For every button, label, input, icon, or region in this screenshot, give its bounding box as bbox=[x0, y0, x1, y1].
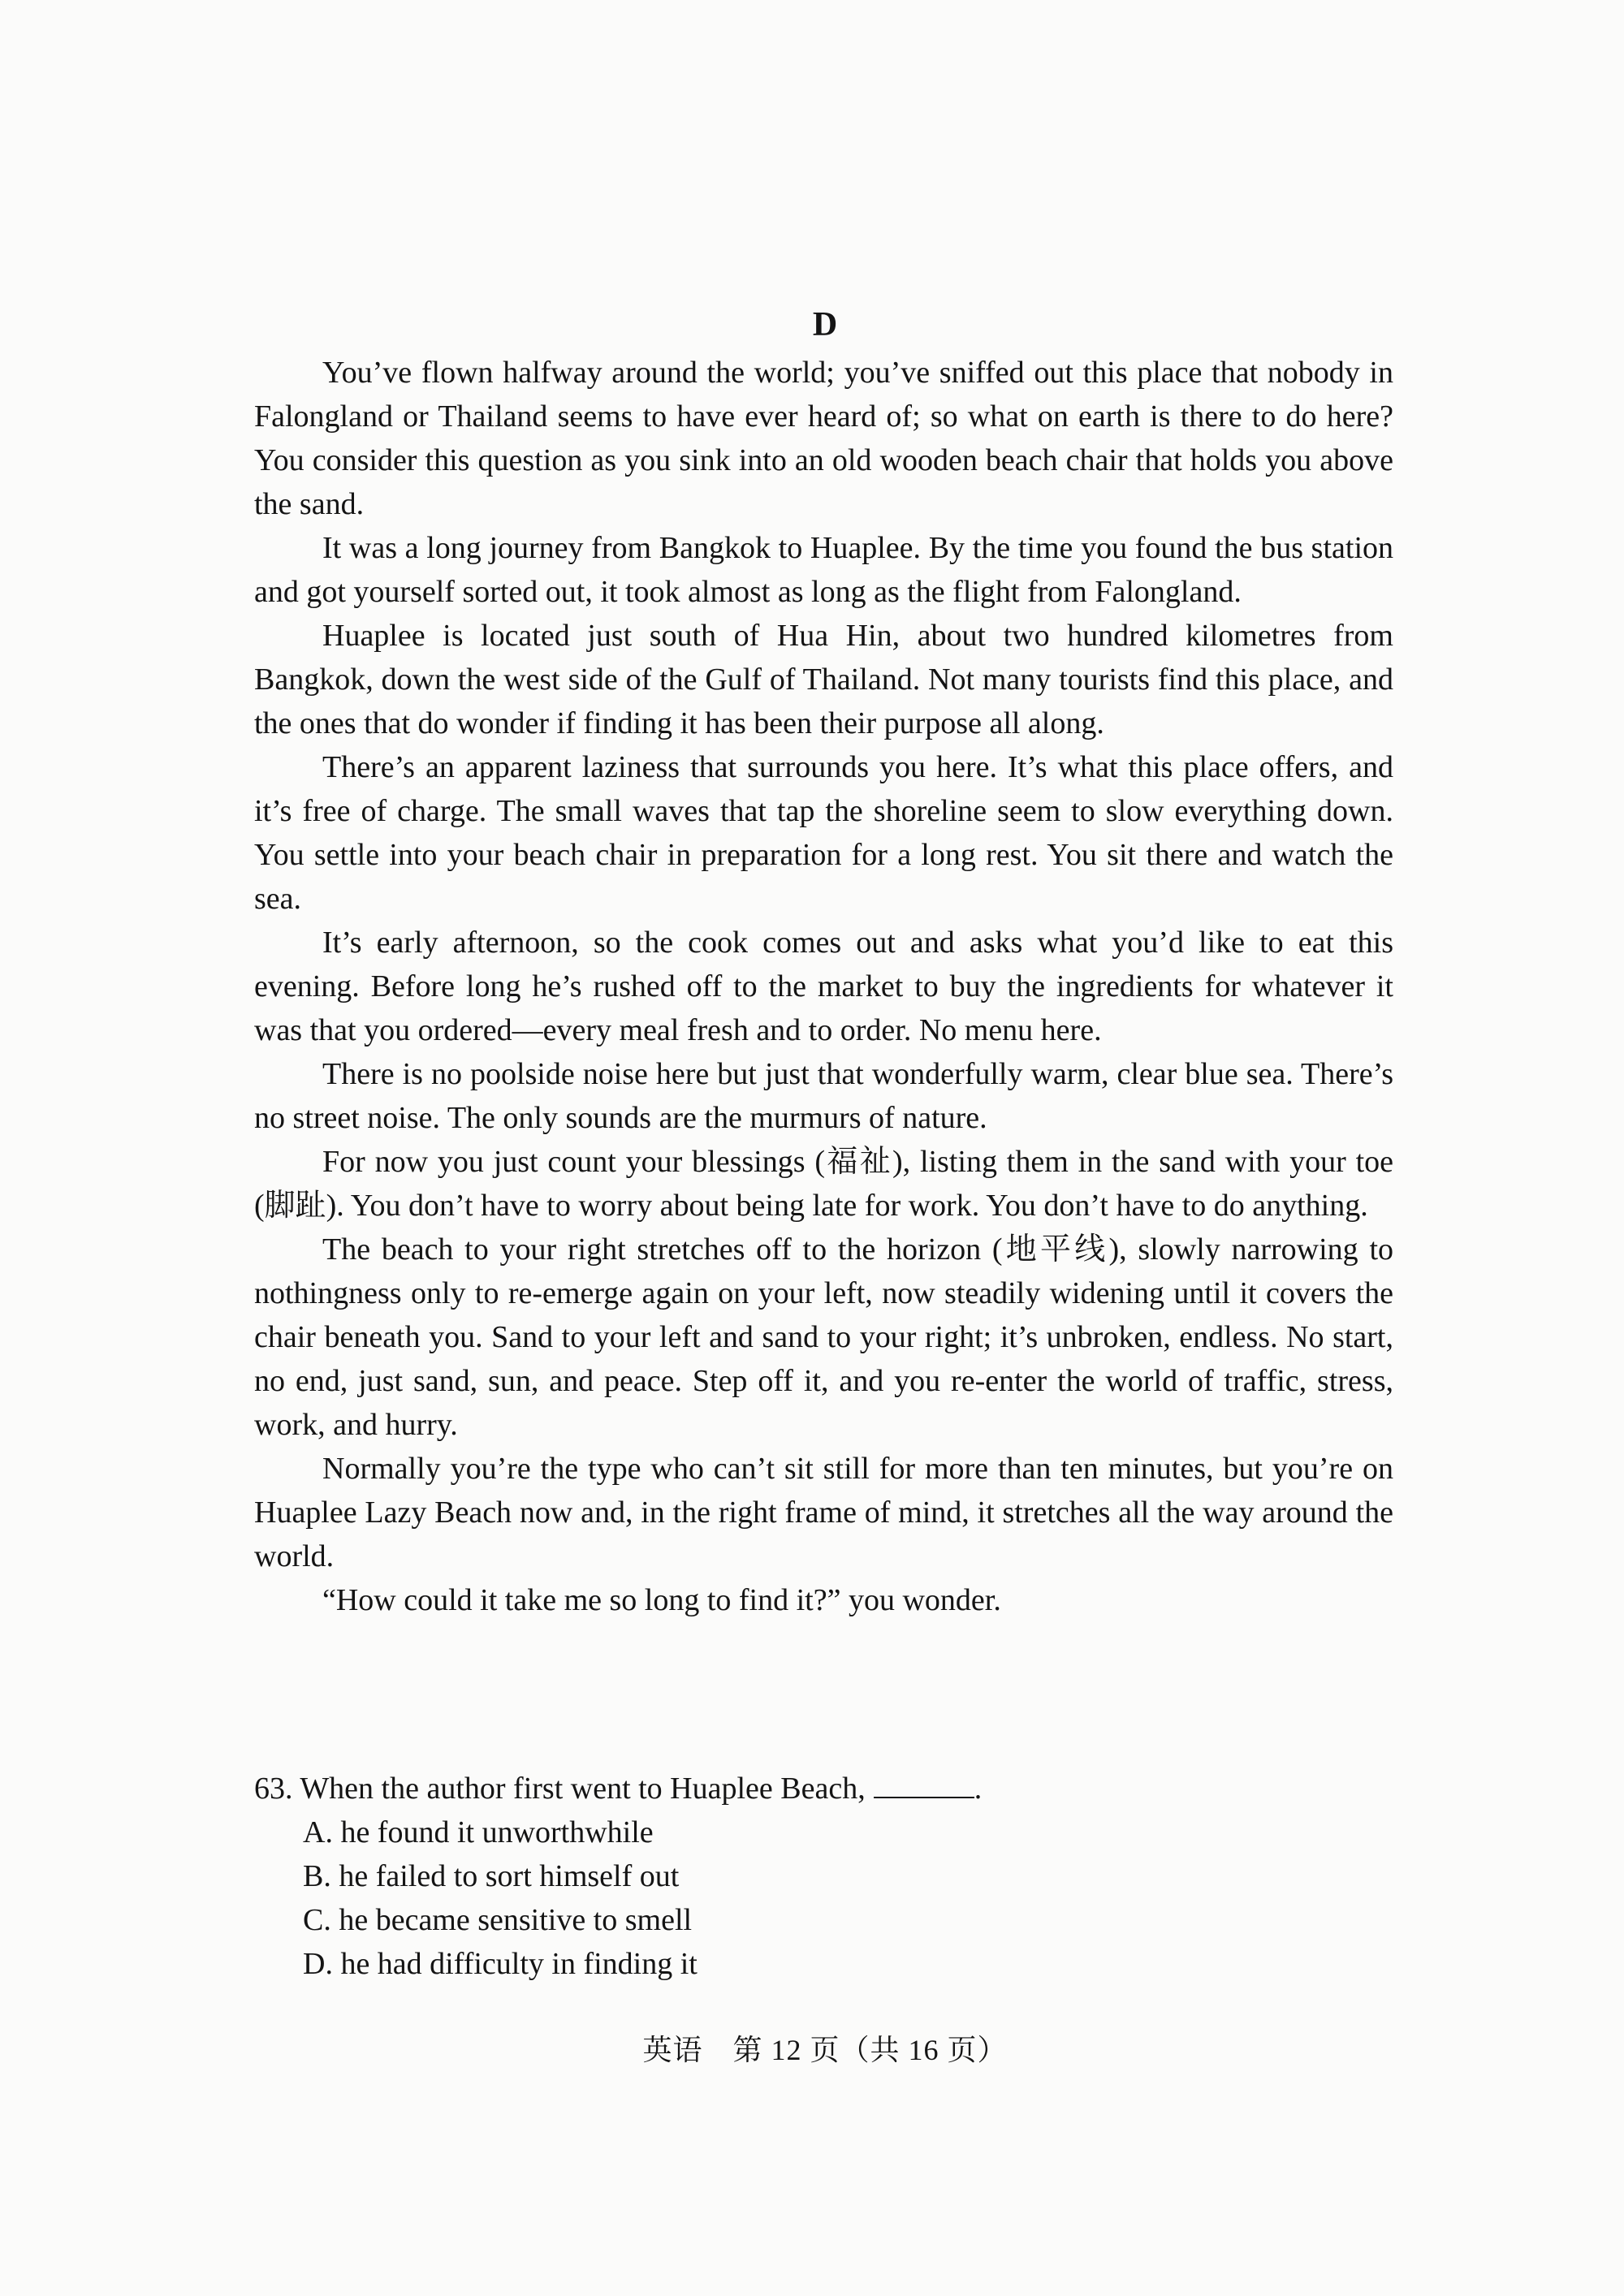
question-stem-text: 63. When the author first went to Huaplee Beach, bbox=[254, 1772, 866, 1806]
passage-paragraph: The beach to your right stretches off to the horizon (地平线), slowly narrowing to nothingness only to re-emerge again on your left, now steadily widening until it covers the chair beneath you. Sand to your left and sand to your right; it’s unbroken, endless. No start, no end, just sand, sun, and peace. Step off it, and you re-enter the world of traffic, stress, work, and hurry. bbox=[254, 1232, 1393, 1442]
option-d: D. he had difficulty in finding it bbox=[303, 1947, 698, 1981]
section-heading: D bbox=[812, 306, 838, 343]
passage-paragraph: Normally you’re the type who can’t sit still for more than ten minutes, but you’re on Huaplee Lazy Beach now and, in the right frame of mind, it stretches all the way around the world. bbox=[254, 1452, 1393, 1573]
passage-paragraph: You’ve flown halfway around the world; you’ve sniffed out this place that nobody in Falongland or Thailand seems to have ever heard of; so what on earth is there to do here? You consider this question as you sink into an old wooden beach chair that holds you above the sand. bbox=[254, 356, 1393, 521]
option-b: B. he failed to sort himself out bbox=[303, 1859, 680, 1893]
question-stem bbox=[254, 1767, 1393, 1810]
question-stem-end: . bbox=[974, 1772, 983, 1806]
answer-blank bbox=[874, 1769, 974, 1798]
passage-paragraph: It’s early afternoon, so the cook comes out and asks what you’d like to eat this evening. Before long he’s rushed off to the market to buy the ingredients for whatever it was that you ordered—every meal fresh and to order. No menu here. bbox=[254, 926, 1393, 1047]
option-a: A. he found it unworthwhile bbox=[303, 1815, 654, 1849]
option-c: C. he became sensitive to smell bbox=[303, 1903, 693, 1937]
passage-paragraph: “How could it take me so long to find it?” you wonder. bbox=[322, 1583, 1001, 1617]
passage-paragraph: There’s an apparent laziness that surrounds you here. It’s what this place offers, and it’s free of charge. The small waves that tap the shoreline seem to slow everything down. You settle into your beach chair in preparation for a long rest. You sit there and watch the sea. bbox=[254, 750, 1393, 916]
passage-paragraph: There is no poolside noise here but just that wonderfully warm, clear blue sea. There’s no street noise. The only sounds are the murmurs of nature. bbox=[254, 1057, 1393, 1135]
question-63 bbox=[254, 1767, 1393, 1986]
page-footer: 英语 第 12 页（共 16 页） bbox=[642, 2034, 1008, 2066]
passage-paragraph: For now you just count your blessings (福祉), listing them in the sand with your toe (脚趾). You don’t have to worry about being late for work. You don’t have to do anything. bbox=[254, 1145, 1393, 1223]
passage-paragraph: Huaplee is located just south of Hua Hin, about two hundred kilometres from Bangkok, down the west side of the Gulf of Thailand. Not many tourists find this place, and the ones that do wonder if finding it has been their purpose all along. bbox=[254, 619, 1393, 740]
passage-paragraph: It was a long journey from Bangkok to Huaplee. By the time you found the bus station and got yourself sorted out, it took almost as long as the flight from Falongland. bbox=[254, 531, 1393, 609]
reading-passage bbox=[254, 351, 1393, 1622]
